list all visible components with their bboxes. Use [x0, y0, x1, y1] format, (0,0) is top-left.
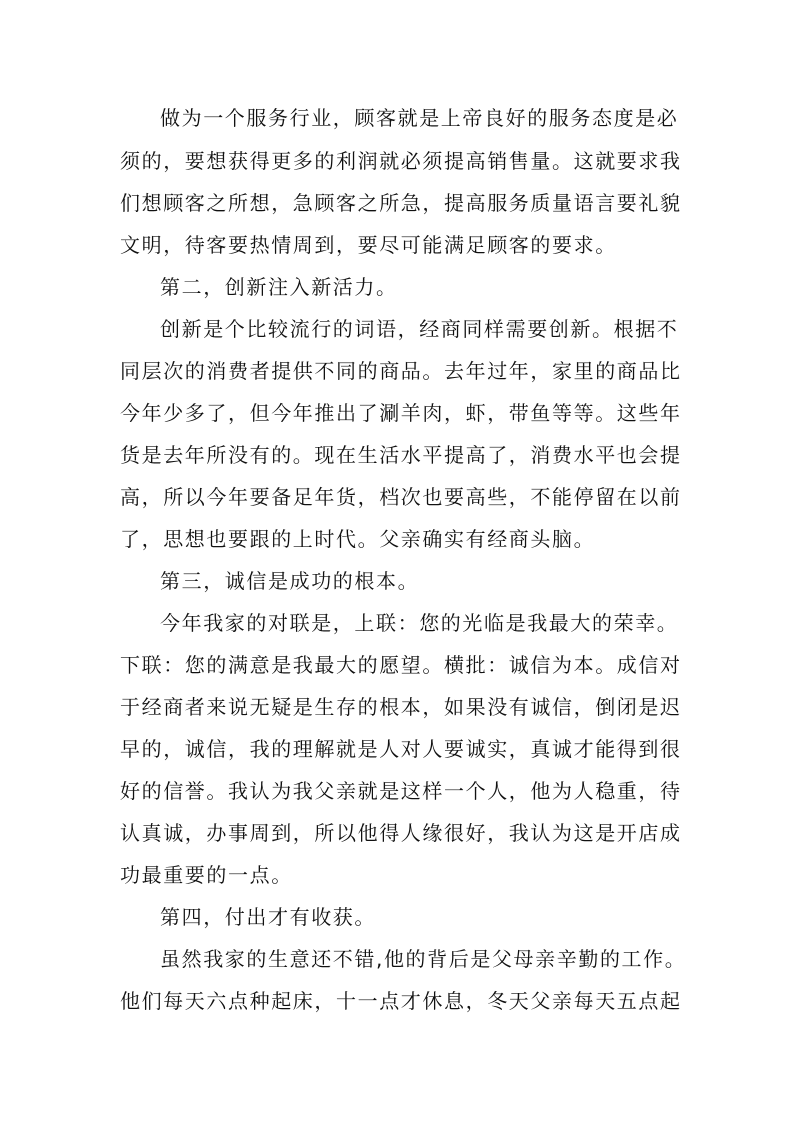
text-line: 下联：您的满意是我最大的愿望。横批：诚信为本。成信对: [120, 653, 682, 677]
text-line: 于经商者来说无疑是生存的根本，如果没有诚信，倒闭是迟: [120, 695, 682, 719]
text-line: 做为一个服务行业，顾客就是上帝良好的服务态度是必: [160, 106, 679, 130]
text-line: 须的，要想获得更多的利润就必须提高销售量。这就要求我: [120, 149, 682, 173]
text-line: 同层次的消费者提供不同的商品。去年过年，家里的商品比: [120, 359, 682, 383]
text-line: 早的，诚信，我的理解就是人对人要诚实，真诚才能得到很: [120, 737, 682, 761]
text-line: 好的信誉。我认为我父亲就是这样一个人，他为人稳重，待: [120, 779, 682, 803]
text-line: 今年少多了，但今年推出了涮羊肉，虾，带鱼等等。这些年: [120, 401, 682, 425]
text-line: 创新是个比较流行的词语，经商同样需要创新。根据不: [160, 317, 679, 341]
text-line: 货是去年所没有的。现在生活水平提高了，消费水平也会提: [120, 443, 682, 467]
text-line: 文明，待客要热情周到，要尽可能满足顾客的要求。: [120, 233, 617, 257]
text-line: 今年我家的对联是，上联：您的光临是我最大的荣幸。: [160, 611, 679, 635]
text-line: 他们每天六点种起床，十一点才休息，冬天父亲每天五点起: [120, 989, 682, 1013]
section-heading: 第四，付出才有收获。: [160, 905, 376, 929]
text-line: 功最重要的一点。: [120, 863, 293, 887]
text-line: 了，思想也要跟的上时代。父亲确实有经商头脑。: [120, 527, 596, 551]
text-line: 虽然我家的生意还不错,他的背后是父母亲辛勤的工作。: [160, 947, 687, 971]
section-heading: 第二，创新注入新活力。: [160, 275, 398, 299]
text-line: 认真诚，办事周到，所以他得人缘很好，我认为这是开店成: [120, 821, 682, 845]
section-heading: 第三，诚信是成功的根本。: [160, 569, 420, 593]
text-line: 高，所以今年要备足年货，档次也要高些，不能停留在以前: [120, 485, 682, 509]
text-line: 们想顾客之所想，急顾客之所急，提高服务质量语言要礼貌: [120, 191, 682, 215]
